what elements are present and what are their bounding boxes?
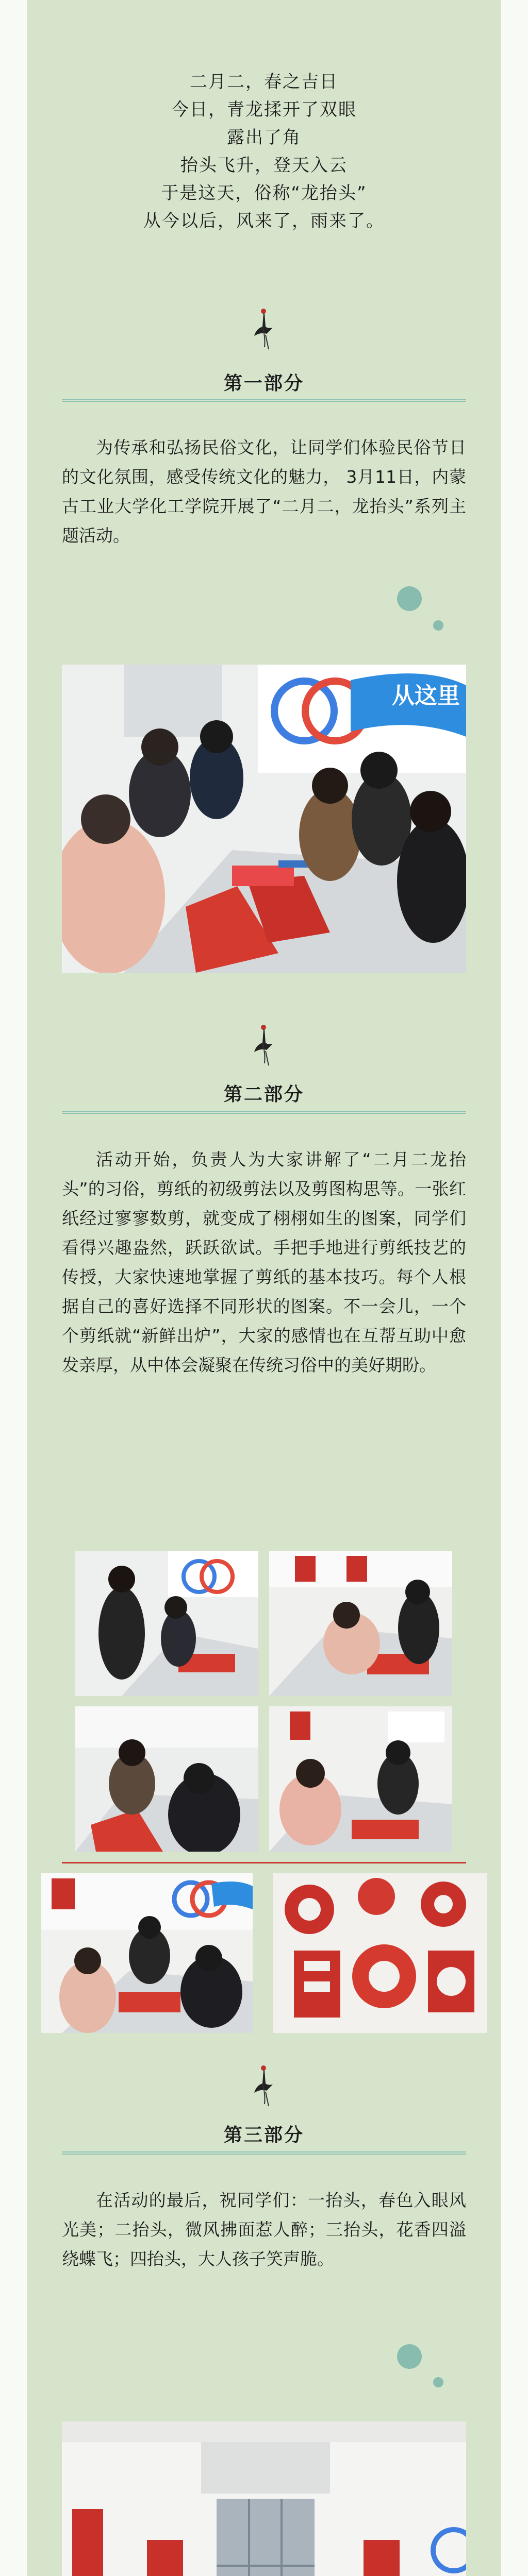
crane-icon xyxy=(250,1022,278,1067)
left-margin-strip xyxy=(0,0,27,2576)
poem-line: 露出了角 xyxy=(227,127,301,148)
photo-group-overview xyxy=(41,1873,253,2033)
section-2-divider xyxy=(62,1111,466,1114)
decor-dot-small xyxy=(433,2377,443,2387)
section-1-text: 为传承和弘扬民俗文化，让同学们体验民俗节日的文化氛围，感受传统文化的魅力， 3月11日，内蒙古工业大学化工学院开展了“二月二，龙抬头”系列主题活动。 xyxy=(62,437,466,546)
section-2-text: 活动开始，负责人为大家讲解了“二月二龙抬头”的习俗，剪纸的初级剪法以及剪图构思等。一张红纸经过寥寥数剪，就变成了栩栩如生的图案，同学们看得兴趣盎然，跃跃欲试。手把手地进行剪纸技艺的传授，大家快速地掌握了剪纸的基本技巧。每个人根据自己的喜好选择不同形状的图案。不一会儿，一个个剪纸就“新鲜出炉”，大家的感情也在互帮互助中愈发亲厚，从中体会凝聚在传统习俗中的美好期盼。 xyxy=(62,1149,466,1375)
photo-divider-rule xyxy=(62,1862,466,1863)
banner-text: 从这里 xyxy=(392,683,460,709)
section-2-title: 第二部分 xyxy=(223,1084,304,1105)
poem-line: 抬头飞升，登天入云 xyxy=(180,155,348,176)
decor-dot-large xyxy=(397,2344,422,2369)
decor-dot-large xyxy=(397,586,422,611)
photo-grid-4 xyxy=(269,1706,452,1852)
poem-line: 二月二，春之吉日 xyxy=(190,72,338,92)
right-margin-strip xyxy=(501,0,528,2576)
photo-paper-cutting-table xyxy=(62,665,466,973)
crane-icon xyxy=(250,306,278,351)
poem-line: 于是这天，俗称“龙抬头” xyxy=(161,183,367,204)
section-3-divider xyxy=(62,2151,466,2155)
section-1-divider xyxy=(62,399,466,402)
poem-line: 今日，青龙揉开了双眼 xyxy=(171,99,357,120)
photo-activity-room xyxy=(62,2421,466,2576)
photo-grid-3 xyxy=(75,1706,258,1852)
decor-dot-small xyxy=(433,620,443,631)
crane-icon xyxy=(250,2063,278,2108)
photo-paper-cut-artworks xyxy=(273,1873,487,2033)
section-3-title: 第三部分 xyxy=(223,2125,304,2146)
photo-grid-2 xyxy=(269,1551,452,1696)
photo-grid-1 xyxy=(75,1551,258,1696)
section-1-title: 第一部分 xyxy=(223,373,304,394)
poem-line: 从今以后，风来了，雨来了。 xyxy=(143,211,385,231)
section-3-text: 在活动的最后，祝同学们：一抬头，春色入眼风光美；二抬头，微风拂面惹人醉；三抬头，花香四溢绕蝶飞；四抬头，大人孩子笑声脆。 xyxy=(62,2190,466,2269)
intro-poem xyxy=(27,68,501,235)
